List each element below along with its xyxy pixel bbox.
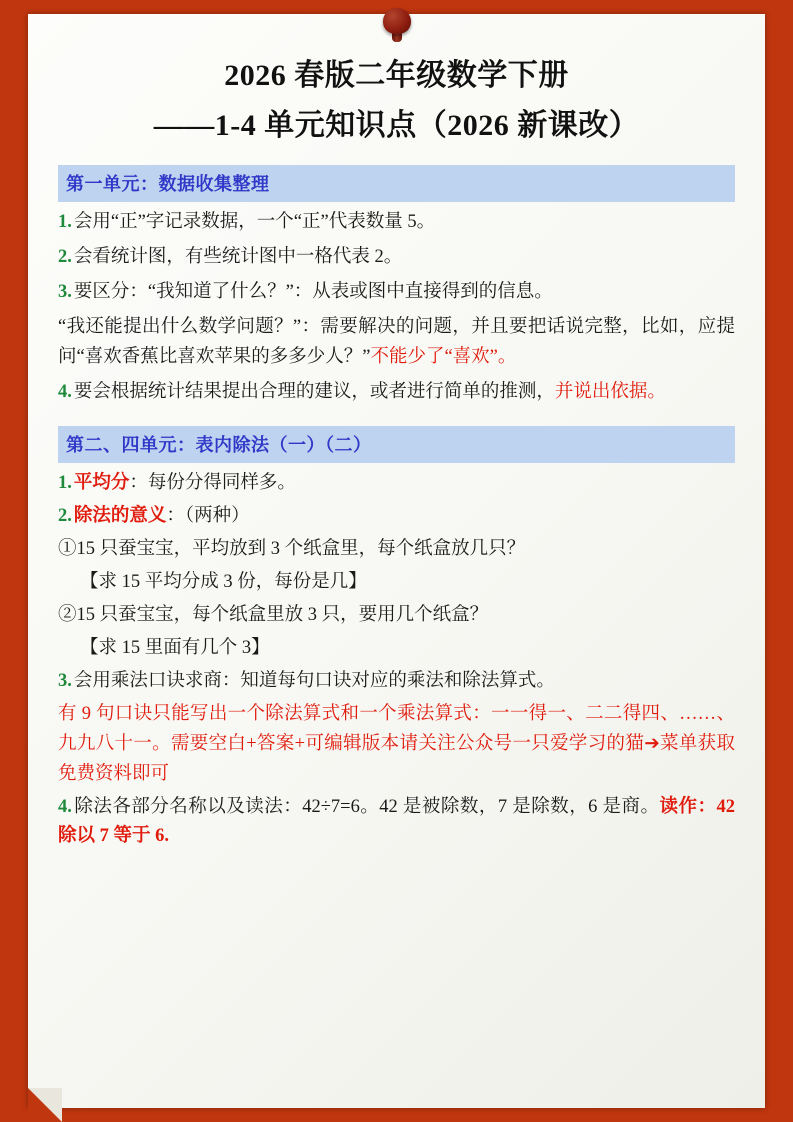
item-keyword: 除法的意义	[73, 505, 167, 526]
item-text: ：每份分得同样多。	[129, 472, 296, 493]
item-text: 要会根据统计结果提出合理的建议，或者进行简单的推测，	[73, 381, 555, 402]
paragraph-u2-example1-note	[58, 568, 735, 598]
document-content	[28, 14, 765, 1108]
paragraph-u1-2	[58, 243, 735, 273]
page-fold-corner	[28, 1088, 62, 1122]
pushpin-icon	[380, 8, 414, 42]
item-number: 2.	[58, 246, 72, 267]
item-text: 【求 15 里面有几个 3】	[80, 637, 270, 658]
paragraph-u2-4	[58, 793, 735, 853]
paragraph-u2-promo	[58, 700, 735, 790]
paragraph-u1-4	[58, 378, 735, 408]
paragraph-u1-3	[58, 278, 735, 308]
paragraph-u1-3b	[58, 313, 735, 373]
paragraph-u2-example2	[58, 601, 735, 631]
item-number: 1.	[58, 472, 72, 493]
paper-sheet	[28, 14, 765, 1108]
item-text: 要区分：“我知道了什么？”：从表或图中直接得到的信息。	[73, 281, 553, 302]
item-text: 【求 15 平均分成 3 份，每份是几】	[80, 571, 367, 592]
item-text: 会用乘法口诀求商：知道每句口诀对应的乘法和除法算式。	[73, 670, 555, 691]
paragraph-u1-1	[58, 208, 735, 238]
item-number: 1.	[58, 212, 72, 232]
title-line-2: ——1-4 单元知识点（2026 新课改）	[153, 108, 640, 142]
paragraph-u2-example1	[58, 535, 735, 565]
item-text-highlight: 并说出依据。	[554, 381, 666, 402]
item-text: ①15 只蚕宝宝，平均放到 3 个纸盒里，每个纸盒放几只？	[58, 538, 526, 559]
item-text-highlight: 读作：42 除以 7 等于 6.	[58, 796, 735, 847]
paragraph-u2-2	[58, 502, 735, 532]
paragraph-u2-1	[58, 469, 735, 499]
paragraph-u2-example2-note	[58, 634, 735, 664]
item-keyword: 平均分	[73, 472, 130, 493]
item-text: ：（两种）	[166, 505, 250, 526]
item-text-highlight: 不能少了“喜欢”。	[370, 346, 517, 367]
item-text: 除法各部分名称以及读法：42÷7=6。42 是被除数，7 是除数，6 是商。	[73, 796, 660, 817]
item-number: 4.	[58, 796, 72, 817]
title-line-1: 2026 春版二年级数学下册	[224, 59, 569, 92]
item-number: 3.	[58, 281, 72, 302]
item-text: 会用“正”字记录数据，一个“正”代表数量 5。	[73, 212, 436, 232]
item-number: 3.	[58, 670, 72, 691]
item-text: “我还能提出什么数学问题？”：需要解决的问题，并且要把话说完整，比如，应提问“喜欢香蕉比喜欢苹果的多多少人？”	[58, 316, 735, 367]
item-number: 4.	[58, 381, 72, 402]
paragraph-u2-3	[58, 667, 735, 697]
item-number: 2.	[58, 505, 72, 526]
section-heading-unit2-4: 第二、四单元：表内除法（一）（二）	[58, 426, 735, 463]
page-title	[58, 54, 735, 147]
item-text: ②15 只蚕宝宝，每个纸盒里放 3 只，要用几个纸盒？	[58, 604, 489, 625]
section-heading-unit1: 第一单元：数据收集整理	[58, 165, 735, 202]
item-text: 会看统计图，有些统计图中一格代表 2。	[73, 246, 403, 267]
item-text: 有 9 句口诀只能写出一个除法算式和一个乘法算式：一一得一、二二得四、……、九九八十一。需要空白+答案+可编辑版本请关注公众号一只爱学习的猫➔菜单获取免费资料即可	[58, 703, 735, 784]
